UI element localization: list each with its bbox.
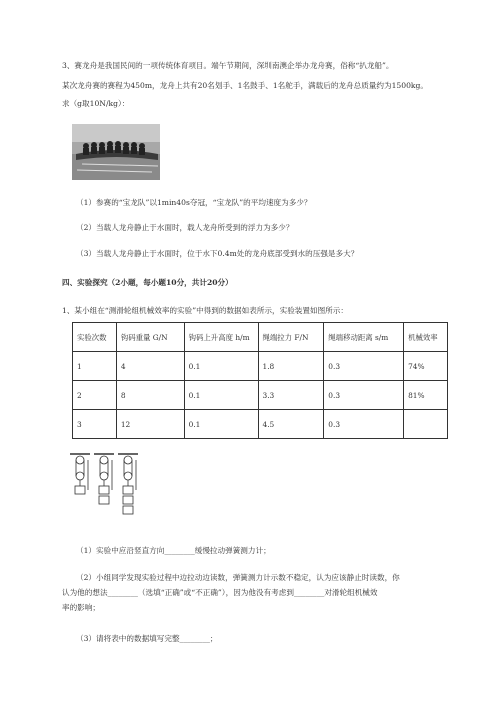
q1-sub1: （1）实验中应沿竖直方向________缓慢拉动弹簧测力计；: [76, 546, 271, 555]
pulley-setup-1: [70, 454, 90, 494]
table-cell: 0.1: [184, 410, 258, 439]
q1-sub2-line1: （2）小组同学发现实验过程中边拉动边读数，弹簧测力计示数不稳定，认为应该静止时读数，你: [76, 573, 400, 582]
table-cell: 4: [116, 352, 184, 381]
q3-line2: 某次龙舟赛的赛程为450m，龙舟上共有20名划手、1名鼓手、1名舵手，满载后的龙舟总质量约为1500kg。: [62, 81, 428, 90]
table-row: [73, 410, 448, 439]
table-cell: 0.1: [184, 352, 258, 381]
pulley-apparatus-diagram: [68, 450, 144, 524]
q3-line1: 3、赛龙舟是我国民间的一项传统体育项目。端午节期间，深圳南澳企举办龙舟赛，俗称“扒龙船”。: [62, 61, 394, 70]
pulley-setup-3: [118, 454, 138, 514]
q1-intro: 1、某小组在“测滑轮组机械效率的实验”中得到的数据如表所示，实验装置如图所示：: [62, 306, 348, 315]
table-cell: 3: [73, 410, 117, 439]
table-cell: [404, 410, 448, 439]
q1-sub2-line3: 率的影响；: [62, 603, 100, 612]
table-header: 钩码重量 G/N: [116, 323, 184, 352]
table-cell: 81%: [404, 381, 448, 410]
q1-sub3: （3）请将表中的数据填写完整________；: [76, 634, 218, 643]
table-header: 机械效率: [404, 323, 448, 352]
table-cell: 1.8: [258, 352, 324, 381]
table-header: 绳端拉力 F/N: [258, 323, 324, 352]
dragon-boat-photo: [72, 124, 160, 180]
table-cell: 2: [73, 381, 117, 410]
table-cell: 8: [116, 381, 184, 410]
q3-line3: 求（g取10N/kg）：: [62, 99, 130, 108]
pulley-setup-2: [94, 454, 114, 504]
table-cell: 0.1: [184, 381, 258, 410]
table-header: 实验次数: [73, 323, 117, 352]
experiment-table: [72, 322, 448, 439]
q3-sub2: （2）当载人龙舟静止于水面时，载人龙舟所受到的浮力为多少？: [76, 223, 294, 232]
table-cell: 12: [116, 410, 184, 439]
table-cell: 0.3: [324, 410, 404, 439]
table-row: [73, 352, 448, 381]
table-cell: 4.5: [258, 410, 324, 439]
table-header-row: [73, 323, 448, 352]
table-cell: 3.3: [258, 381, 324, 410]
table-row: [73, 381, 448, 410]
table-header: 绳端移动距离 s/m: [324, 323, 404, 352]
table-cell: 74%: [404, 352, 448, 381]
table-cell: 0.3: [324, 381, 404, 410]
q3-sub3: （3）当载人龙舟静止于水面时，位于水下0.4m处的龙舟底部受到水的压强是多大？: [76, 249, 359, 258]
q1-sub2-line2: 认为他的想法________（选填“正确”或“不正确”），因为他没有考虑到________对滑轮组机械效: [62, 588, 378, 597]
q3-sub1: （1）参赛的“宝龙队”以1min40s夺冠，“宝龙队”的平均速度为多少？: [76, 198, 312, 207]
table-cell: 0.3: [324, 352, 404, 381]
section-title: 四、实验探究（2小题，每小题10分，共计20分）: [62, 278, 233, 287]
table-header: 钩码上升高度 h/m: [184, 323, 258, 352]
table-cell: 1: [73, 352, 117, 381]
